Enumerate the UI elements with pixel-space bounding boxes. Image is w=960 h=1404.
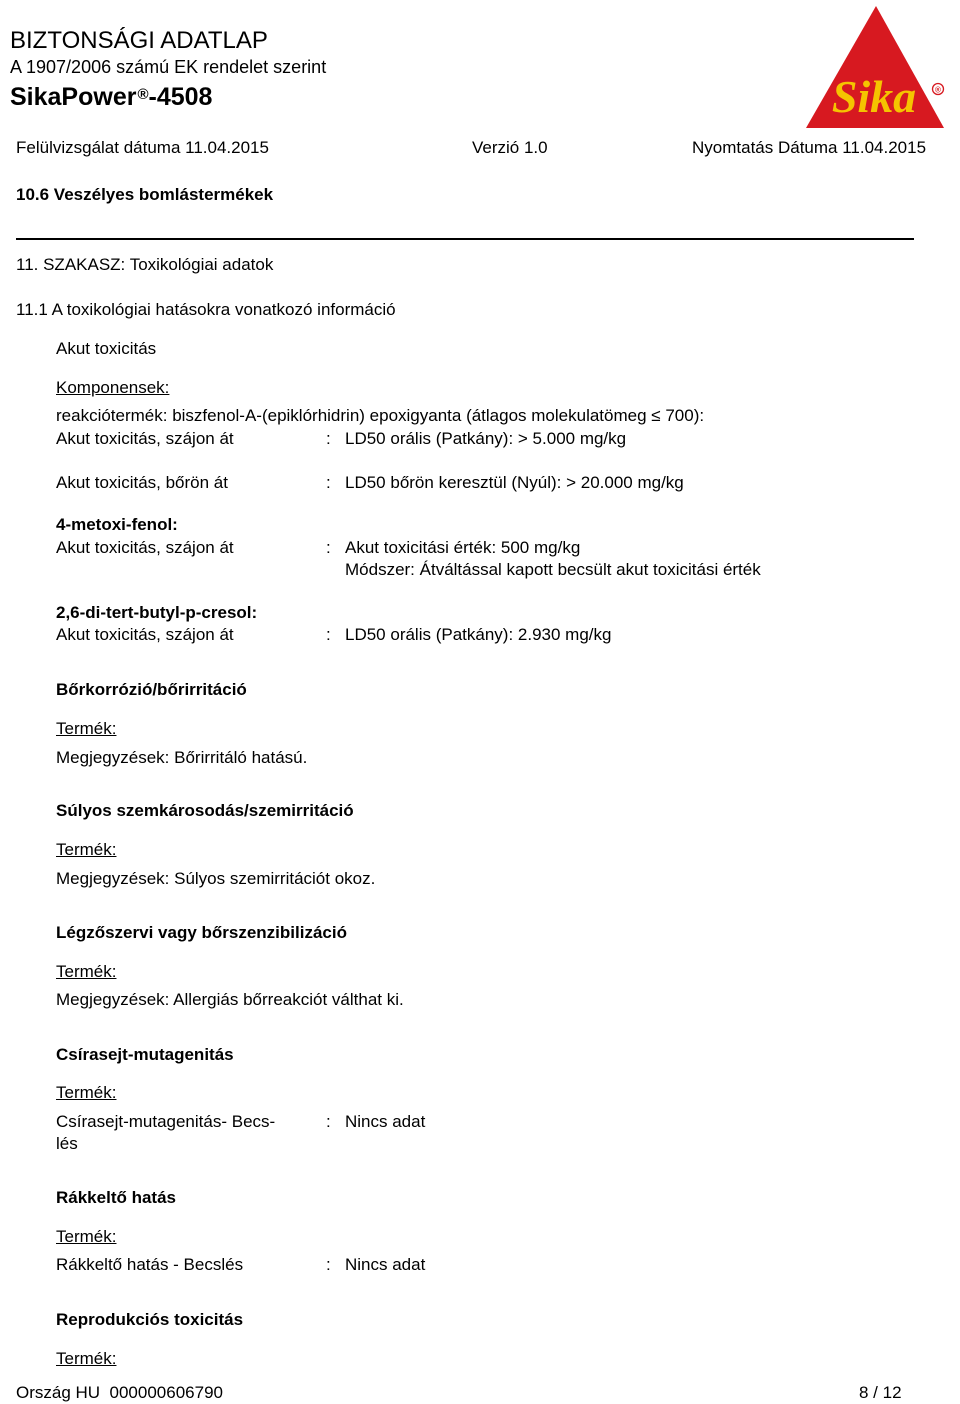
mutagenicity-label-line2: lés xyxy=(56,1134,78,1153)
product-label: Termék: xyxy=(56,1083,117,1102)
carcinogenicity-label: Rákkeltő hatás - Becslés xyxy=(56,1255,244,1274)
carcinogenicity-heading: Rákkeltő hatás xyxy=(56,1188,176,1207)
logo-text: Sika xyxy=(831,71,917,122)
skin-corrosion-heading: Bőrkorrózió/bőrirritáció xyxy=(56,680,247,699)
component-2-oral-method: Módszer: Átváltással kapott becsült akut toxicitási érték xyxy=(345,560,761,579)
colon: : xyxy=(326,473,331,492)
eye-note: Megjegyzések: Súlyos szemirritációt okoz. xyxy=(56,869,376,888)
section-11-1-heading: 11.1 A toxikológiai hatásokra vonatkozó információ xyxy=(16,300,396,319)
version: Verzió 1.0 xyxy=(472,138,548,157)
component-2-oral-label: Akut toxicitás, szájon át xyxy=(56,538,234,557)
mutagenicity-heading: Csírasejt-mutagenitás xyxy=(56,1045,234,1064)
eye-damage-heading: Súlyos szemkárosodás/szemirritáció xyxy=(56,801,354,820)
product-label: Termék: xyxy=(56,1349,117,1368)
product-name xyxy=(10,82,212,112)
colon: : xyxy=(326,1255,331,1274)
product-code: -4508 xyxy=(148,83,213,111)
sika-logo xyxy=(800,2,948,132)
section-11-heading: 11. SZAKASZ: Toxikológiai adatok xyxy=(16,255,274,274)
logo-registered-mark: ® xyxy=(935,85,941,95)
registered-mark: ® xyxy=(137,86,149,103)
product-label: Termék: xyxy=(56,962,117,981)
product-name-text: SikaPower xyxy=(10,83,137,111)
component-3-oral-value: LD50 orális (Patkány): 2.930 mg/kg xyxy=(345,625,612,644)
footer-country: Ország HU 000000606790 xyxy=(16,1383,223,1402)
colon: : xyxy=(326,1112,331,1131)
sensitization-note: Megjegyzések: Allergiás bőrreakciót válthat ki. xyxy=(56,990,404,1009)
print-date: Nyomtatás Dátuma 11.04.2015 xyxy=(692,138,927,157)
component-1-name: reakciótermék: biszfenol-A-(epiklórhidrin) epoxigyanta (átlagos molekulatömeg ≤ 700): xyxy=(56,406,705,425)
section-10-6-heading: 10.6 Veszélyes bomlástermékek xyxy=(16,185,274,204)
acute-toxicity-heading: Akut toxicitás xyxy=(56,339,157,358)
product-label: Termék: xyxy=(56,719,117,738)
product-label: Termék: xyxy=(56,840,117,859)
revision-date: Felülvizsgálat dátuma 11.04.2015 xyxy=(16,138,269,157)
colon: : xyxy=(326,538,331,557)
component-1-oral-value: LD50 orális (Patkány): > 5.000 mg/kg xyxy=(345,429,627,448)
mutagenicity-value: Nincs adat xyxy=(345,1112,426,1131)
component-1-dermal-label: Akut toxicitás, bőrön át xyxy=(56,473,228,492)
component-3-name: 2,6-di-tert-butyl-p-cresol: xyxy=(56,603,258,622)
component-2-oral-value: Akut toxicitási érték: 500 mg/kg xyxy=(345,538,581,557)
regulation-subtitle: A 1907/2006 számú EK rendelet szerint xyxy=(10,57,327,77)
component-1-oral-label: Akut toxicitás, szájon át xyxy=(56,429,234,448)
mutagenicity-label-line1: Csírasejt-mutagenitás- Becs- xyxy=(56,1112,276,1131)
components-label: Komponensek: xyxy=(56,378,170,397)
carcinogenicity-value: Nincs adat xyxy=(345,1255,426,1274)
reproductive-toxicity-heading: Reprodukciós toxicitás xyxy=(56,1310,244,1329)
colon: : xyxy=(326,429,331,448)
section-divider xyxy=(16,238,914,240)
component-3-oral-label: Akut toxicitás, szájon át xyxy=(56,625,234,644)
footer-page-number: 8 / 12 xyxy=(859,1383,902,1402)
document-title: BIZTONSÁGI ADATLAP xyxy=(10,27,268,54)
colon: : xyxy=(326,625,331,644)
sensitization-heading: Légzőszervi vagy bőrszenzibilizáció xyxy=(56,923,347,942)
component-2-name: 4-metoxi-fenol: xyxy=(56,515,178,534)
component-1-dermal-value: LD50 bőrön keresztül (Nyúl): > 20.000 mg/kg xyxy=(345,473,684,492)
skin-note: Megjegyzések: Bőrirritáló hatású. xyxy=(56,748,308,767)
product-label: Termék: xyxy=(56,1227,117,1246)
